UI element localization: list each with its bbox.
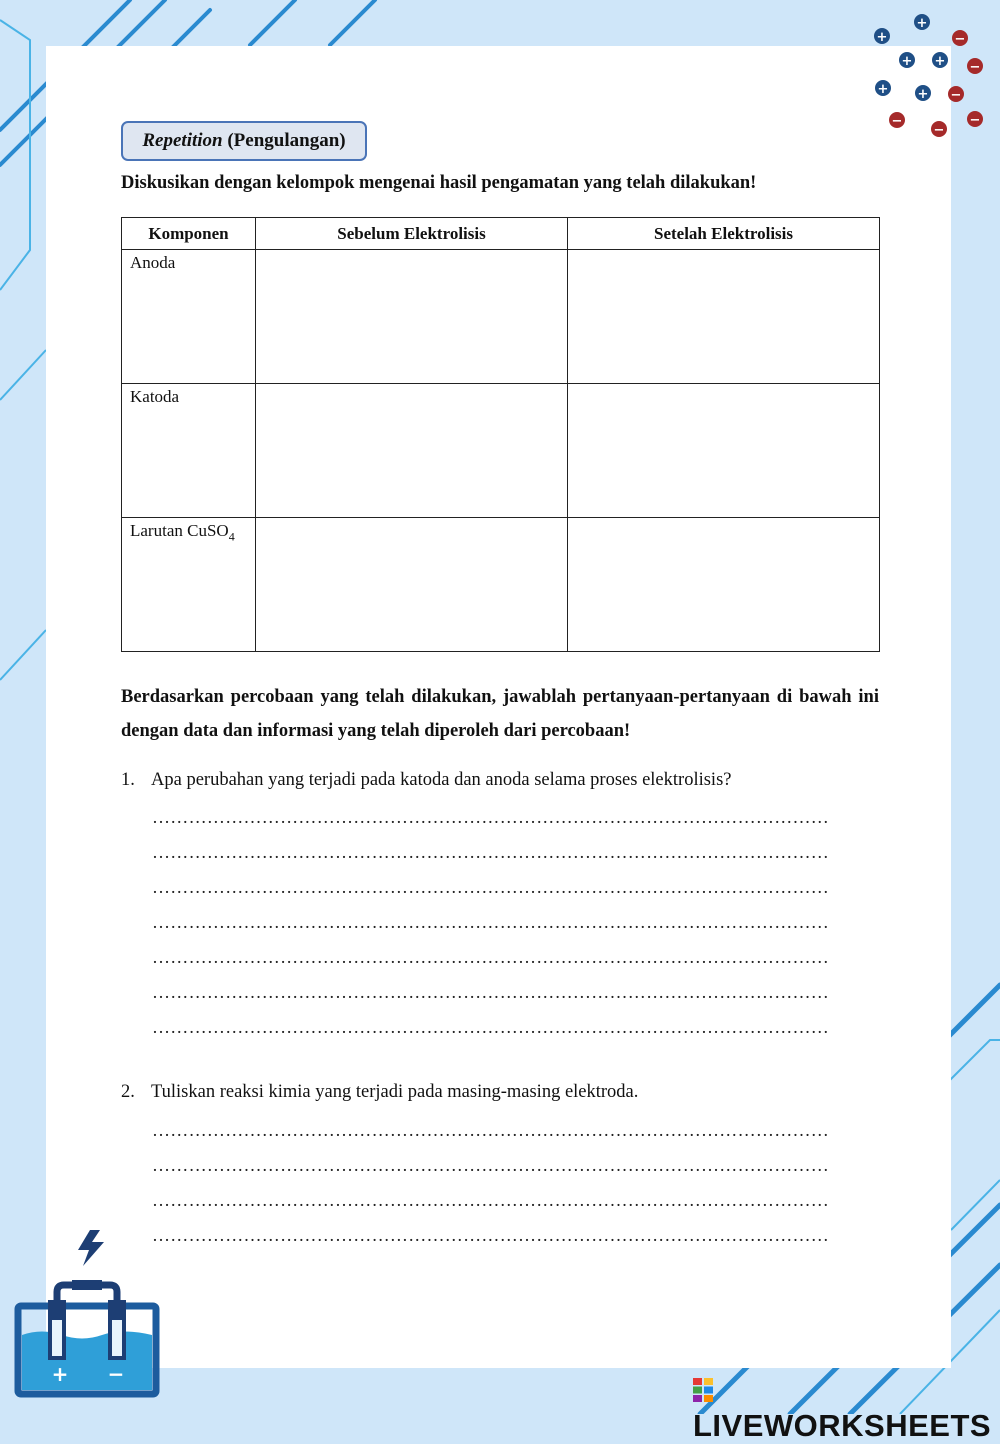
liveworksheets-logo — [693, 1372, 1000, 1443]
negative-charge-icon — [952, 30, 968, 47]
svg-text:−: − — [969, 60, 981, 75]
battery-negative-label: − — [107, 1362, 125, 1386]
charges-illustration — [860, 8, 990, 143]
answer-line[interactable]: ………………………………………………………………………………………………… — [152, 1120, 830, 1140]
svg-text:+: + — [901, 54, 913, 69]
table-row — [122, 384, 880, 518]
question-number: 2. — [121, 1082, 135, 1102]
svg-text:+: + — [917, 87, 929, 102]
badge-text: (Pengulangan) — [222, 130, 346, 151]
svg-text:+: + — [876, 30, 888, 45]
row-label-larutan-text: Larutan CuSO — [130, 521, 229, 540]
positive-charge-icon — [932, 52, 948, 69]
positive-charge-icon — [914, 14, 930, 31]
svg-text:−: − — [891, 114, 903, 129]
question-text: Apa perubahan yang terjadi pada katoda dan anoda selama proses elektrolisis? — [151, 770, 732, 790]
answer-line[interactable]: ………………………………………………………………………………………………… — [152, 1155, 830, 1175]
row-label-katoda: Katoda — [122, 384, 256, 518]
answer-cell-katoda-before[interactable] — [256, 384, 568, 518]
answer-line[interactable]: ………………………………………………………………………………………………… — [152, 912, 830, 932]
positive-charge-icon — [874, 28, 890, 45]
answer-area-2[interactable] — [152, 1113, 879, 1253]
answer-cell-anoda-before[interactable] — [256, 250, 568, 384]
answer-line[interactable]: ………………………………………………………………………………………………… — [152, 1190, 830, 1210]
answer-cell-katoda-after[interactable] — [568, 384, 880, 518]
battery-positive-label: + — [51, 1362, 69, 1386]
logo-squares-icon — [693, 1378, 713, 1402]
negative-charge-icon — [931, 121, 947, 138]
questions-prompt: Berdasarkan percobaan yang telah dilakukan, jawablah pertanyaan-pertanyaan di bawah ini dengan data dan informasi yang telah diperoleh dari percobaan! — [121, 687, 879, 741]
svg-text:+: + — [877, 82, 889, 97]
header-setelah: Setelah Elektrolisis — [568, 218, 880, 250]
answer-line[interactable]: ………………………………………………………………………………………………… — [152, 807, 830, 827]
logo-text: LIVEWORKSHEETS — [693, 1408, 992, 1443]
answer-area-1[interactable] — [152, 800, 879, 1045]
svg-text:−: − — [969, 113, 981, 128]
answer-line[interactable]: ………………………………………………………………………………………………… — [152, 1017, 830, 1037]
table-header-row — [122, 218, 880, 250]
section-badge — [121, 121, 367, 161]
positive-charge-icon — [875, 80, 891, 97]
answer-line[interactable]: ………………………………………………………………………………………………… — [152, 947, 830, 967]
answer-line[interactable]: ………………………………………………………………………………………………… — [152, 982, 830, 1002]
svg-text:−: − — [950, 88, 962, 103]
row-label-larutan — [122, 518, 256, 652]
positive-charge-icon — [915, 85, 931, 102]
header-sebelum: Sebelum Elektrolisis — [256, 218, 568, 250]
svg-text:+: + — [934, 54, 946, 69]
question-number: 1. — [121, 770, 135, 790]
answer-line[interactable]: ………………………………………………………………………………………………… — [152, 1225, 830, 1245]
svg-text:−: − — [954, 32, 966, 47]
header-komponen: Komponen — [122, 218, 256, 250]
svg-text:+: + — [916, 16, 928, 31]
positive-charge-icon — [899, 52, 915, 69]
answer-line[interactable]: ………………………………………………………………………………………………… — [152, 877, 830, 897]
table-row — [122, 518, 880, 652]
observation-table — [121, 217, 880, 652]
answer-line[interactable]: ………………………………………………………………………………………………… — [152, 842, 830, 862]
negative-charge-icon — [967, 111, 983, 128]
question-text: Tuliskan reaksi kimia yang terjadi pada masing-masing elektroda. — [151, 1082, 639, 1102]
row-label-subscript: 4 — [228, 529, 235, 544]
electrolysis-cell-icon — [12, 1280, 162, 1400]
svg-text:−: − — [933, 123, 945, 138]
instruction-text: Diskusikan dengan kelompok mengenai hasil pengamatan yang telah dilakukan! — [121, 173, 757, 193]
table-row — [122, 250, 880, 384]
answer-cell-anoda-after[interactable] — [568, 250, 880, 384]
lightning-icon — [74, 1230, 108, 1266]
answer-cell-larutan-before[interactable] — [256, 518, 568, 652]
negative-charge-icon — [889, 112, 905, 129]
row-label-anoda: Anoda — [122, 250, 256, 384]
answer-cell-larutan-after[interactable] — [568, 518, 880, 652]
negative-charge-icon — [967, 58, 983, 75]
badge-italic-text: Repetition — [142, 130, 223, 151]
negative-charge-icon — [948, 86, 964, 103]
